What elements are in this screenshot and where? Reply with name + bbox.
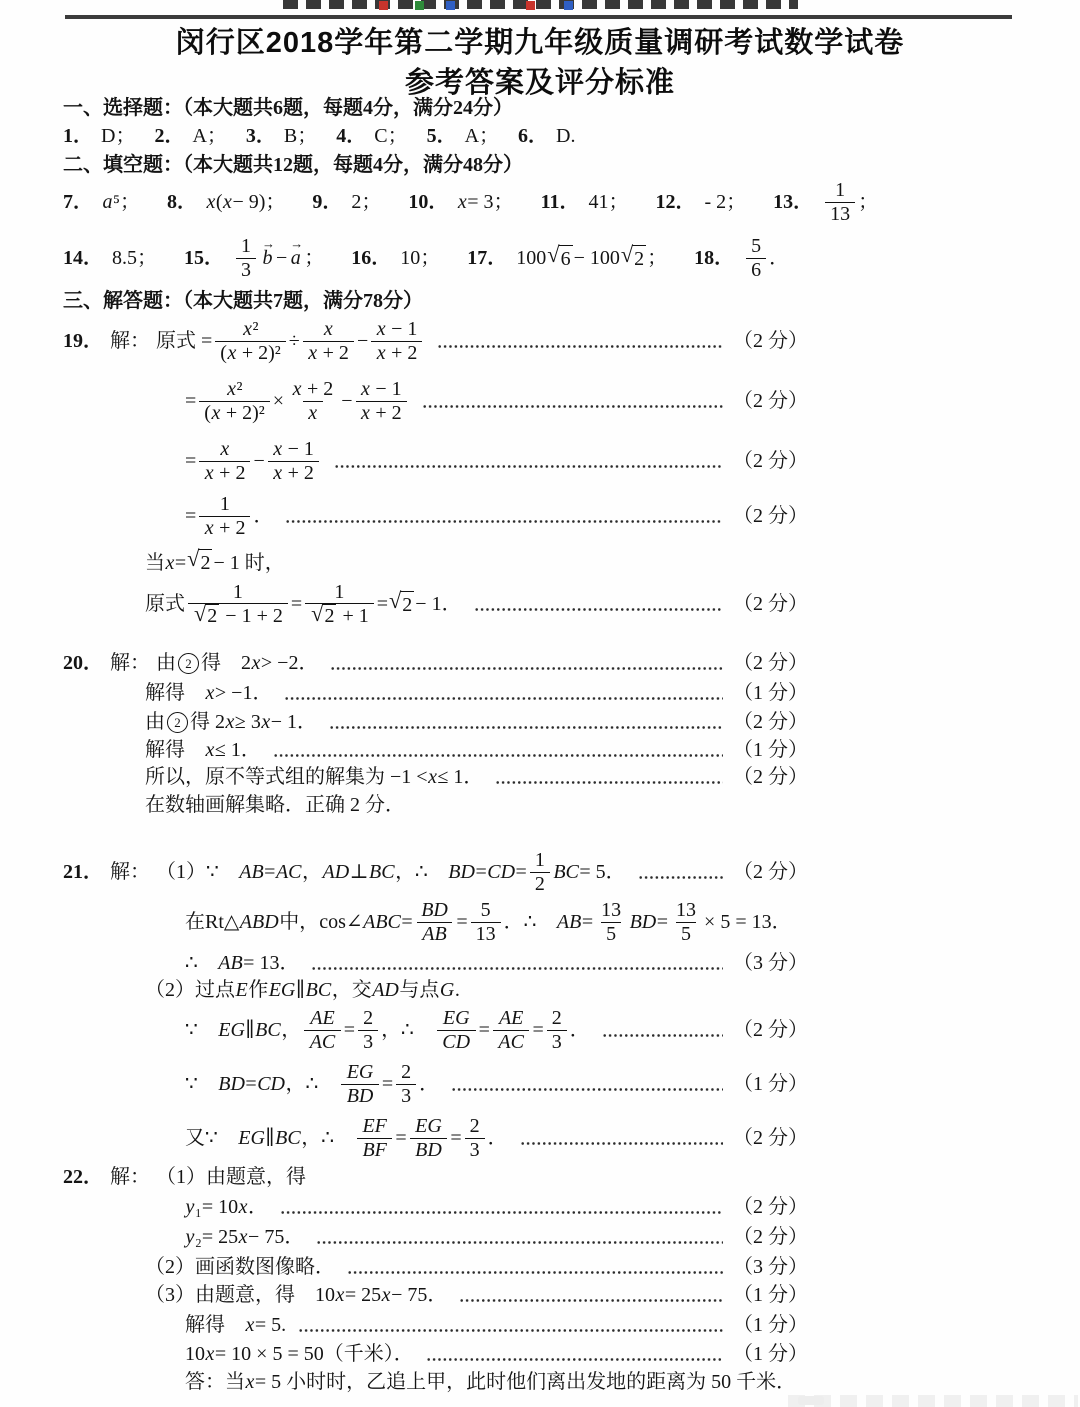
math-expression: （2）画函数图像略．: [145, 1256, 335, 1278]
p22-step4: [145, 1254, 808, 1280]
problem-number: 19．: [63, 330, 103, 352]
dotted-leader: [334, 465, 723, 468]
choice-answer: [427, 123, 499, 149]
score-label: （2 分）: [733, 593, 808, 615]
math-expression: 所以，原不等式组的解集为 −1 < x ≤ 1．: [145, 766, 484, 788]
p19-substitution-note: [145, 546, 285, 576]
fill-number: 13．: [773, 191, 814, 213]
fill-answer: [694, 235, 789, 281]
math-expression: （1）由题意，得: [156, 1166, 306, 1188]
score-label: （2 分）: [733, 711, 808, 733]
solution-marker: 解：: [110, 861, 150, 883]
dotted-leader: [459, 1299, 723, 1302]
score-label: （2 分）: [733, 766, 808, 788]
score-label: （2 分）: [733, 1226, 808, 1248]
p19-step1: [63, 315, 808, 367]
p20-step2: [145, 680, 808, 706]
dotted-leader: [330, 667, 723, 670]
math-expression: （3）由题意，得 10 x = 25 x − 75．: [145, 1284, 448, 1306]
choice-number: 4．: [336, 125, 367, 147]
dotted-leader: [311, 967, 723, 970]
solution-marker: 解：: [110, 652, 150, 674]
score-label: （2 分）: [733, 1127, 808, 1149]
solution-marker: 解：: [110, 1166, 150, 1188]
p19-step2: [185, 375, 808, 427]
score-label: （2 分）: [733, 1019, 808, 1041]
p22-step1: [63, 1164, 306, 1190]
fill-number: 8．: [166, 191, 197, 213]
choice-number: 6．: [518, 125, 549, 147]
math-expression: 在数轴画解集略．正确 2 分．: [145, 794, 405, 816]
choice-answer: [154, 123, 226, 149]
math-expression: ∵ BD = CD ，∴ $\frac{EG}{BD}$ = $\frac{2}{3}$ ．: [185, 1061, 440, 1107]
section1-heading: 一、选择题：（本大题共6题，每题4分，满分24分）: [63, 97, 513, 119]
fill-value: x = 3；: [457, 191, 514, 213]
fill-number: 10．: [408, 191, 449, 213]
dotted-leader: [347, 1271, 723, 1274]
math-expression: = $\frac{1}{x + 2}$ ．: [185, 493, 274, 539]
score-label: （2 分）: [733, 505, 808, 527]
page-subtitle: 参考答案及评分标准: [404, 67, 675, 99]
dotted-leader: [451, 1088, 723, 1091]
p21-step1: [63, 846, 808, 898]
p20-note: [145, 792, 405, 818]
fill-value: x ( x − 9)；: [206, 191, 286, 213]
p22-step7: [185, 1341, 808, 1367]
dotted-leader: [520, 1142, 723, 1145]
math-expression: 由 2 得 2 x ≥ 3 x − 1．: [145, 711, 318, 733]
faint-watermark-fragment: [798, 1396, 824, 1405]
math-expression: 原式 1 √ 2 − 1 + 2 = 1 √ 2 + 1 = √ 2 − 1．: [145, 580, 462, 627]
fill-value: 1 3 → b − → a ；: [233, 235, 324, 281]
fill-value: 5 6 ．: [743, 235, 789, 281]
fill-answer: [351, 245, 440, 271]
math-expression: ∵ EG ∥ BC ， $\frac{AE}{AC}$ = $\frac{2}{3}$ ，∴ $\frac{EG}{CD}$ = $\frac{AE}{AC}$ = $\frac{2}{3}$ ．: [185, 1007, 590, 1053]
dotted-leader: [273, 754, 723, 757]
header-color-mark: [446, 1, 455, 10]
problem-number-label: [63, 859, 150, 885]
score-label: （2 分）: [733, 390, 808, 412]
fill-number: 12．: [655, 191, 696, 213]
p22-step5: [145, 1282, 808, 1308]
fill-answers-row2: [63, 230, 816, 286]
fill-number: 16．: [351, 247, 392, 269]
math-expression: 由 2 得 2 x > −2．: [156, 652, 319, 674]
score-label: （1 分）: [733, 1284, 808, 1306]
fill-answers-row1: [63, 176, 905, 228]
solution-marker: 解：: [110, 330, 150, 352]
dotted-leader: [426, 1358, 723, 1361]
problem-number: 22．: [63, 1166, 103, 1188]
fill-value: 100 √ 6 − 100 √ 2 ；: [516, 241, 668, 270]
p20-step3: [145, 709, 808, 735]
problem-number-label: [63, 328, 150, 354]
math-expression: y ₁= 10 x ．: [185, 1196, 269, 1218]
problem-number-label: [63, 1164, 150, 1190]
score-label: （2 分）: [733, 1196, 808, 1218]
score-label: （1 分）: [733, 739, 808, 761]
choice-letter: D.: [556, 125, 576, 147]
math-expression: = $\frac{\text{x²}}{\text{(x + 2)²}}$ × $\frac{x + 2}{x}$ − $\frac{x - 1}{x + 2}$: [185, 378, 410, 424]
math-expression: 当 x = √ 2 − 1 时，: [145, 546, 285, 574]
score-label: （1 分）: [733, 1343, 808, 1365]
math-expression: 10 x = 10 × 5 = 50（千米）．: [185, 1343, 414, 1365]
problem-number: 21．: [63, 861, 103, 883]
problem-number: 20．: [63, 652, 103, 674]
choice-number: 3．: [245, 125, 276, 147]
math-expression: 解得 x = 5.: [185, 1314, 287, 1336]
choice-letter: D；: [101, 125, 136, 147]
fill-value: 1 13 ；: [822, 179, 878, 225]
score-label: （2 分）: [733, 861, 808, 883]
fill-answer: [655, 189, 746, 215]
p21-step3: [185, 950, 808, 976]
choice-letter: A；: [464, 125, 500, 147]
score-label: （1 分）: [733, 682, 808, 704]
p22-step6: [185, 1312, 808, 1338]
dotted-leader: [422, 405, 723, 408]
dotted-leader: [602, 1034, 723, 1037]
score-label: （2 分）: [733, 652, 808, 674]
dotted-leader: [638, 876, 723, 879]
dotted-leader: [474, 608, 723, 611]
choice-number: 1．: [63, 125, 93, 147]
math-expression: y ₂= 25 x − 75．: [185, 1226, 305, 1248]
header-rule: [65, 15, 1012, 19]
math-expression: 解得 x ≤ 1．: [145, 739, 261, 761]
math-expression: 在 Rt △ ABD 中， cos ∠ ABC = $\frac{BD}{AB}$ = $\frac{5}{13}$ ．∴ AB = $\frac{13}{5}$ BD = $\frac{13}{5}$ × 5 = 13．: [185, 899, 792, 945]
fill-answer: [63, 245, 157, 271]
fill-answer: [63, 189, 140, 215]
fill-value: 41；: [588, 191, 629, 213]
fill-number: 18．: [694, 247, 735, 269]
p22-step3: [185, 1224, 808, 1250]
p19-step4: [185, 490, 808, 542]
math-expression: 原式 = $\frac{\text{x²}}{\text{(x + 2)²}}$ ÷ $\frac{x}{x + 2}$ − $\frac{x - 1}{x + 2}$: [156, 318, 425, 364]
cropped-header-text-smudge: [283, 0, 798, 9]
p21-step4: [185, 1004, 808, 1056]
dotted-leader: [284, 697, 723, 700]
math-expression: （2）过点 E 作 EG ∥ BC ，交 AD 与点 G .: [145, 979, 460, 1001]
fill-value: 8.5；: [112, 247, 157, 269]
header-color-mark: [415, 1, 424, 10]
math-expression: ∴ AB = 13．: [185, 952, 300, 974]
fill-answer: [541, 189, 629, 215]
choice-letter: C；: [374, 125, 408, 147]
p20-step4: [145, 737, 808, 763]
p21-step6: [185, 1112, 808, 1164]
dotted-leader: [298, 1329, 723, 1332]
faint-watermark: [788, 1395, 1078, 1407]
choice-answers-row: [63, 123, 595, 149]
p19-step3: [185, 437, 808, 485]
p20-step5: [145, 764, 808, 790]
page-title: 闵行区2018学年第二学期九年级质量调研考试数学试卷: [175, 27, 905, 59]
fill-number: 15．: [184, 247, 224, 269]
choice-answer: [63, 123, 135, 149]
math-expression: = $\frac{x}{x + 2}$ − $\frac{x - 1}{x + 2}$: [185, 438, 322, 484]
p22-step2: [185, 1194, 808, 1220]
p19-step5: [145, 576, 808, 632]
math-expression: 解得 x > −1．: [145, 682, 273, 704]
fill-answer: [408, 189, 513, 215]
fill-value: 2；: [351, 191, 382, 213]
choice-answer: [246, 123, 317, 149]
p21-step2: [185, 896, 792, 948]
choice-answer: [518, 123, 575, 149]
header-color-mark: [488, 1, 497, 10]
p22-final-answer: [185, 1369, 796, 1395]
choice-letter: A；: [192, 125, 227, 147]
score-label: （1 分）: [733, 1073, 808, 1095]
header-color-mark: [526, 1, 535, 10]
score-label: （1 分）: [733, 1314, 808, 1336]
fill-number: 17．: [467, 247, 508, 269]
score-label: （3 分）: [733, 1256, 808, 1278]
section2-heading: 二、填空题：（本大题共12题，每题4分，满分48分）: [63, 154, 523, 176]
p21-step5: [185, 1058, 808, 1110]
fill-number: 14．: [63, 247, 103, 269]
math-expression: 又∵ EG ∥ BC ，∴ $\frac{EF}{BF}$ = $\frac{EG}{BD}$ = $\frac{2}{3}$ ．: [185, 1115, 508, 1161]
header-color-mark: [564, 1, 573, 10]
math-expression: （1）∵ AB = AC ， AD ⊥ BC ，∴ BD = CD = $\frac{1}{2}$ BC = 5．: [156, 849, 626, 895]
fill-value: 10；: [400, 247, 441, 269]
dotted-leader: [285, 520, 723, 523]
fill-value: a ⁵；: [102, 191, 140, 213]
score-label: （3 分）: [733, 952, 808, 974]
header-color-mark: [379, 1, 388, 10]
math-expression: 答：当 x = 5 小时时，乙追上甲，此时他们离出发地的距离为 50 千米．: [185, 1371, 797, 1393]
fill-answer: [184, 235, 324, 281]
dotted-leader: [316, 1241, 723, 1244]
choice-number: 5．: [426, 125, 457, 147]
fill-number: 7．: [63, 191, 93, 213]
fill-value: - 2；: [704, 191, 747, 213]
score-label: （2 分）: [733, 450, 808, 472]
fill-answer: [312, 189, 381, 215]
fill-number: 9．: [312, 191, 343, 213]
choice-number: 2．: [154, 125, 185, 147]
choice-letter: B；: [283, 125, 318, 147]
dotted-leader: [437, 345, 723, 348]
p21-part2-construction: [145, 977, 460, 1003]
choice-answer: [336, 123, 407, 149]
fill-number: 11．: [540, 191, 580, 213]
problem-number-label: [63, 650, 150, 676]
fill-answer: [167, 189, 285, 215]
dotted-leader: [329, 726, 723, 729]
fill-answer: [467, 241, 668, 272]
fill-answer: [773, 179, 878, 225]
score-label: （2 分）: [733, 330, 808, 352]
dotted-leader: [495, 781, 723, 784]
cropped-header-strip: [283, 0, 798, 11]
dotted-leader: [280, 1211, 723, 1214]
section3-heading: 三、解答题：（本大题共7题，满分78分）: [63, 290, 423, 312]
p20-step1: [63, 650, 808, 676]
